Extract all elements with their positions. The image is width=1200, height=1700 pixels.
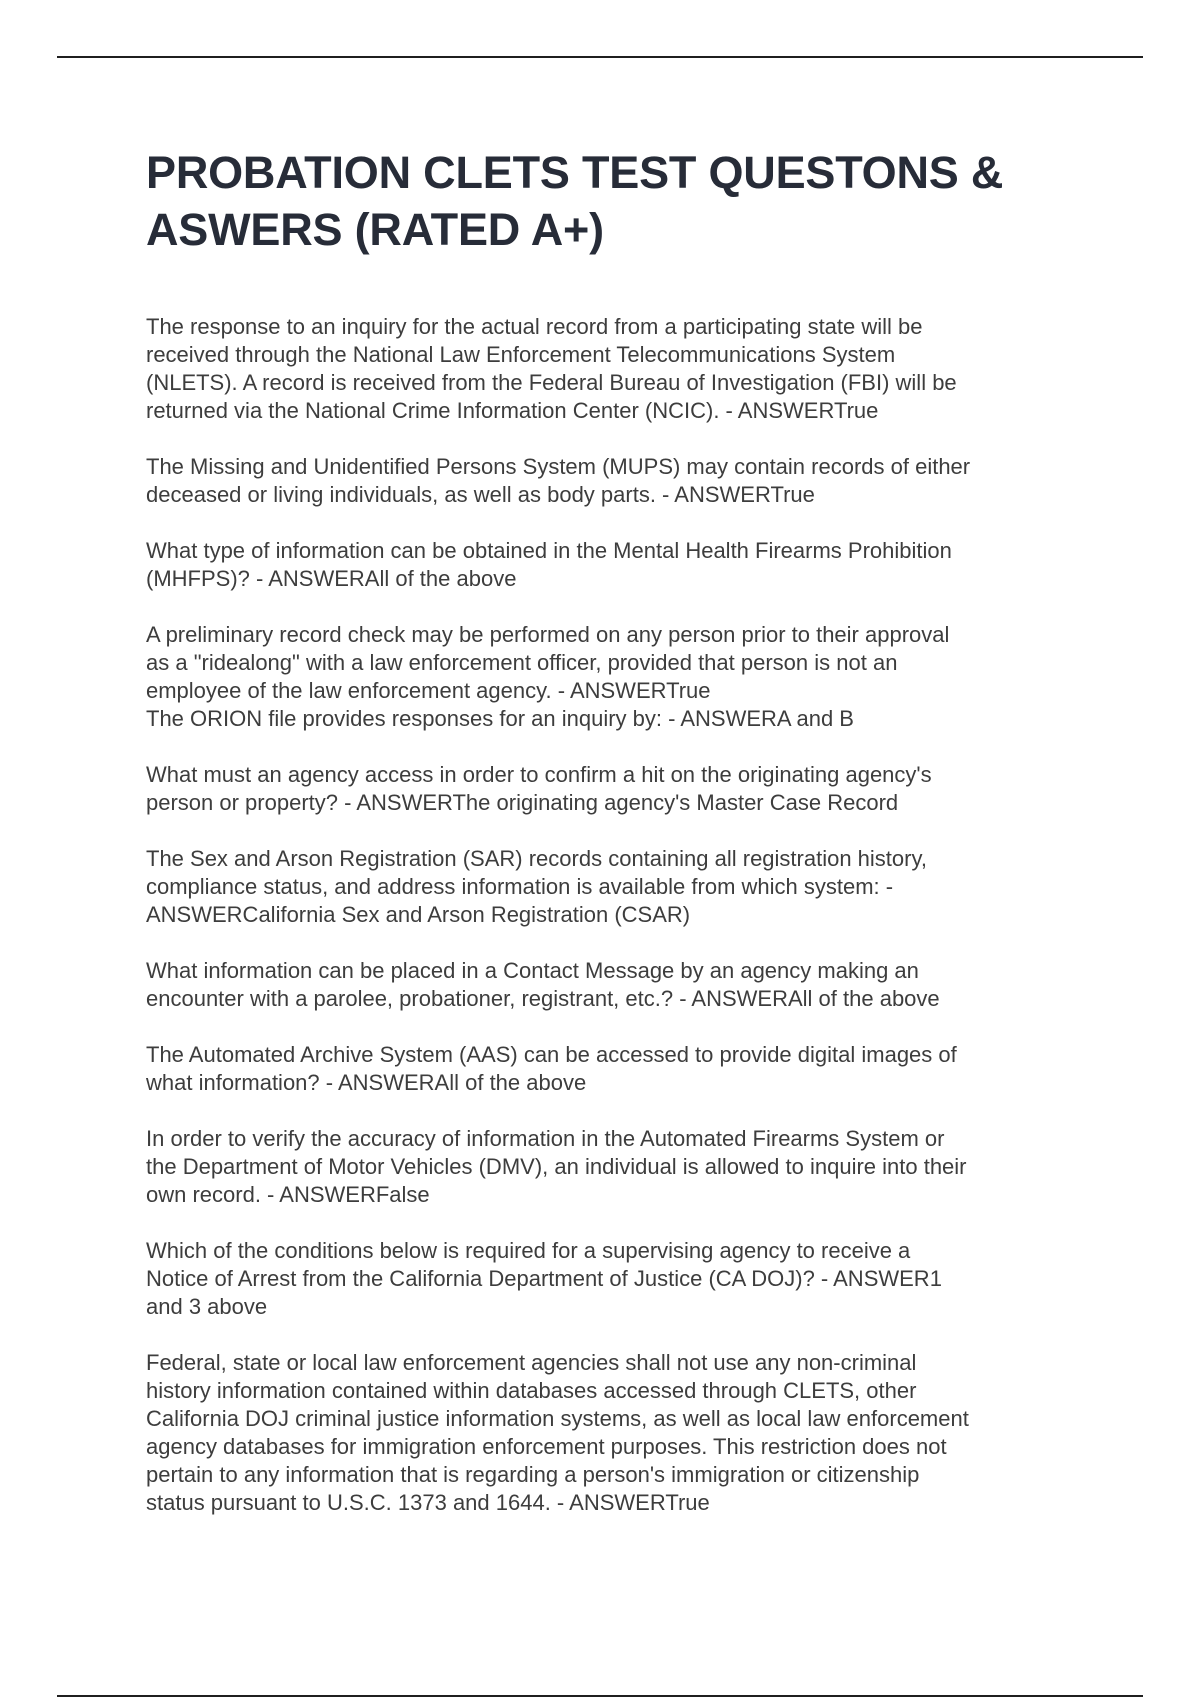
document-body — [146, 144, 1066, 1545]
qa-item: What must an agency access in order to confirm a hit on the originating agency's person or property? - ANSWERThe originating agency's Master Case Record — [146, 762, 932, 815]
qa-item: The Automated Archive System (AAS) can be accessed to provide digital images of what information? - ANSWERAll of the above — [146, 1042, 957, 1095]
qa-item: Federal, state or local law enforcement agencies shall not use any non-criminal history information contained within databases accessed through CLETS, other California DOJ criminal justice information systems, as well as local law enforcement agency databases for immigration enforcement purposes. This restriction does not pertain to any information that is regarding a person's immigration or citizenship status pursuant to U.S.C. 1373 and 1644. - ANSWERTrue — [146, 1350, 969, 1515]
document-title: PROBATION CLETS TEST QUESTONS & ASWERS (RATED A+) — [146, 147, 1004, 255]
qa-list — [146, 313, 1066, 1517]
qa-item: What information can be placed in a Contact Message by an agency making an encounter with a parolee, probationer, registrant, etc.? - ANSWERAll of the above — [146, 958, 940, 1011]
qa-item: The Sex and Arson Registration (SAR) records containing all registration history, compliance status, and address information is available from which system: - ANSWERCalifornia Sex and Arson Registration (CSAR) — [146, 846, 927, 927]
qa-item: The response to an inquiry for the actual record from a participating state will be received through the National Law Enforcement Telecommunications System (NLETS). A record is received from the Federal Bureau of Investigation (FBI) will be returned via the National Crime Information Center (NCIC). - ANSWERTrue — [146, 314, 957, 423]
top-divider — [57, 56, 1143, 58]
qa-item: What type of information can be obtained in the Mental Health Firearms Prohibition (MHFPS)? - ANSWERAll of the above — [146, 538, 952, 591]
bottom-divider — [57, 1695, 1143, 1697]
qa-item: In order to verify the accuracy of information in the Automated Firearms System or the Department of Motor Vehicles (DMV), an individual is allowed to inquire into their own record. - ANSWERFalse — [146, 1126, 967, 1207]
qa-item: Which of the conditions below is required for a supervising agency to receive a Notice of Arrest from the California Department of Justice (CA DOJ)? - ANSWER1 and 3 above — [146, 1238, 942, 1319]
qa-item: The Missing and Unidentified Persons System (MUPS) may contain records of either deceased or living individuals, as well as body parts. - ANSWERTrue — [146, 454, 971, 507]
qa-item: The ORION file provides responses for an inquiry by: - ANSWERA and B — [146, 706, 854, 731]
qa-item: A preliminary record check may be performed on any person prior to their approval as a "ridealong" with a law enforcement officer, provided that person is not an employee of the law enforcement agency. - ANSWERTrue — [146, 622, 950, 703]
